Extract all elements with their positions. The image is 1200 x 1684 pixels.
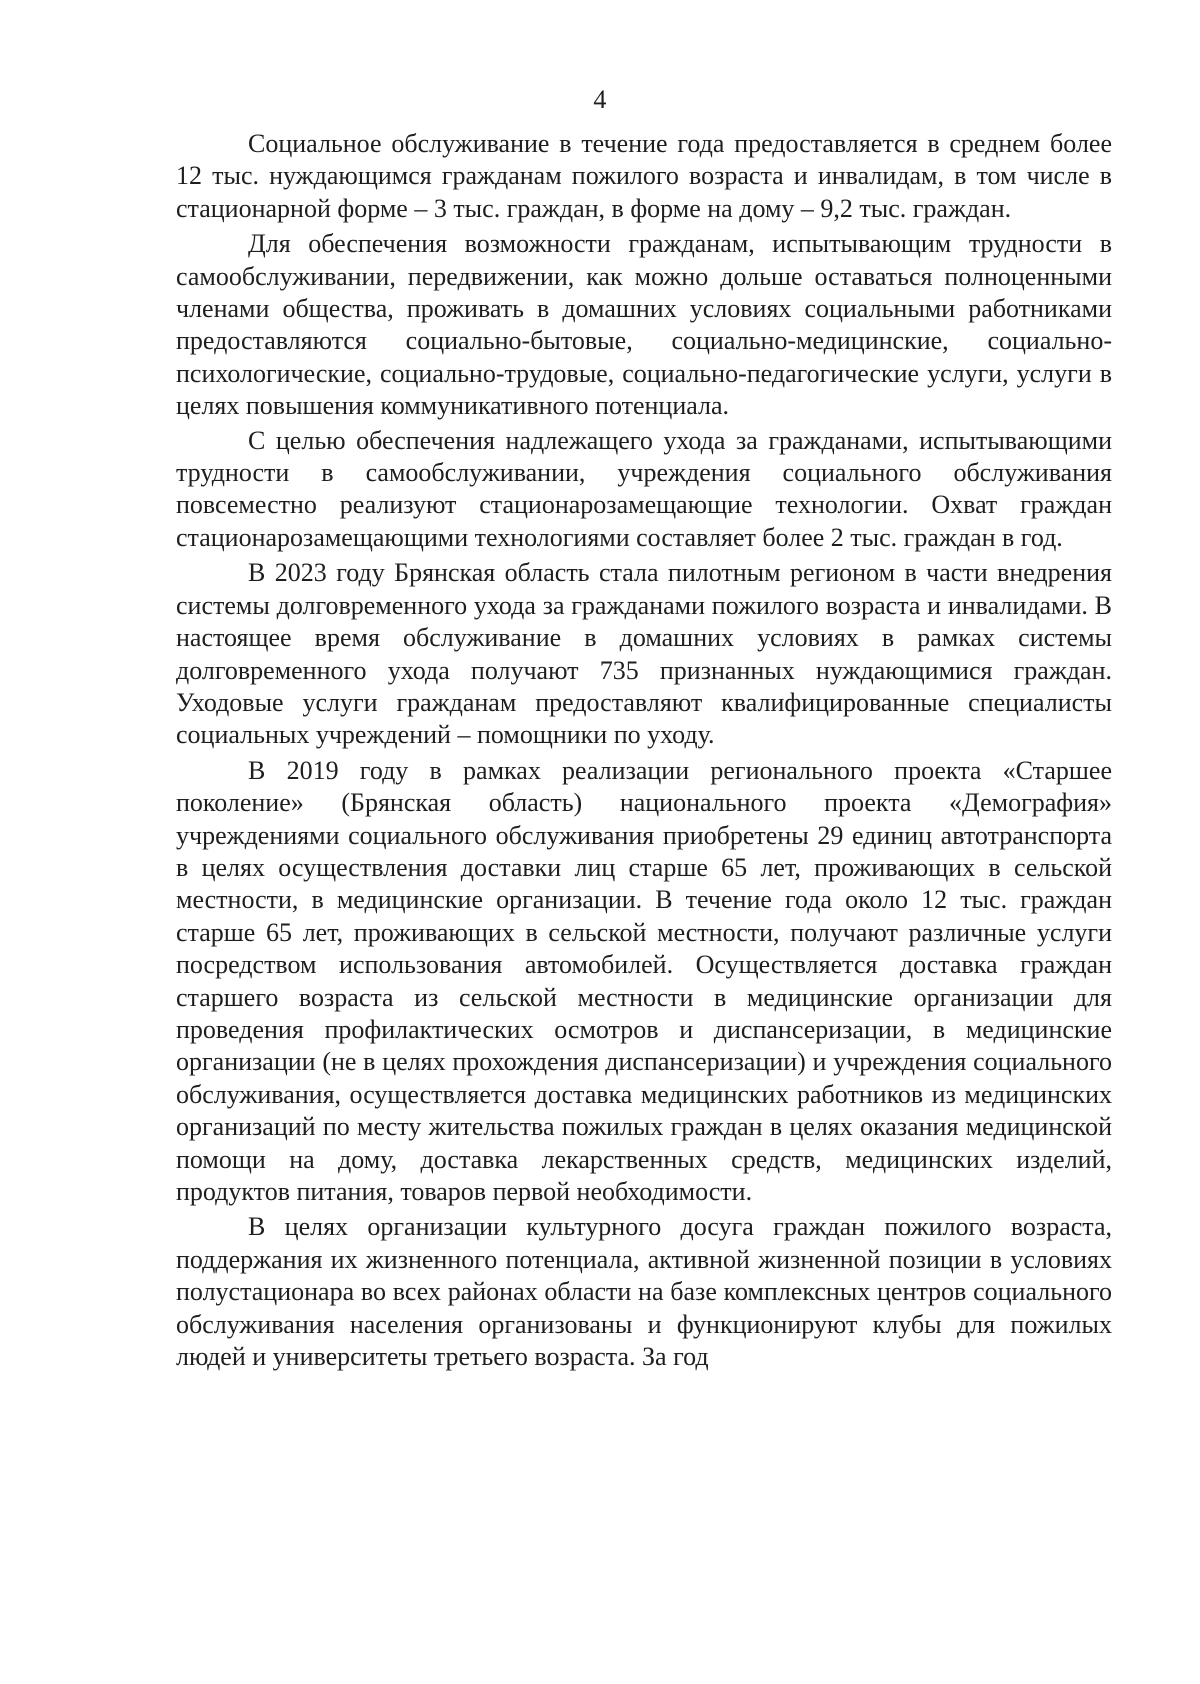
paragraph-social-service-volume: Социальное обслуживание в течение года предоставляется в среднем более 12 тыс. нуждающимся гражданам пожилого возраста и инвалидам, в том числе в стационарной форме – 3 тыс. граждан, в форме на дому – 9,2 тыс. граждан. [176,129,1112,223]
paragraph-inpatient-replacement: С целью обеспечения надлежащего ухода за гражданами, испытывающими трудности в самообслуживании, учреждения социального обслуживания повсеместно реализуют стационарозамещающие технологии. Охват граждан стационарозамещающими технологиями составляет более 2 тыс. граждан в год. [176,425,1112,552]
paragraph-transport-project: В 2019 году в рамках реализации регионального проекта «Старшее поколение» (Брянская область) национального проекта «Демография» учреждениями социального обслуживания приобретены 29 единиц автотранспорта в целях осуществления доставки лиц старше 65 лет, проживающих в сельской местности, в медицинские организации. В течение года около 12 тыс. граждан старше 65 лет, проживающих в сельской местности, получают различные услуги посредством использования автомобилей. Осуществляется доставка граждан старшего возраста из сельской местности в медицинские организации для проведения профилактических осмотров и диспансеризации, в медицинские организации (не в целях прохождения диспансеризации) и учреждения социального обслуживания, осуществляется доставка медицинских работников из медицинских организаций по месту жительства пожилых граждан в целях оказания медицинской помощи на дому, доставка лекарственных средств, медицинских изделий, продуктов питания, товаров первой необходимости. [176,755,1112,1206]
document-body [176,128,1112,1373]
page-number: 4 [593,85,607,114]
paragraph-leisure-clubs: В целях организации культурного досуга граждан пожилого возраста, поддержания их жизненного потенциала, активной жизненной позиции в условиях полустационара во всех районах области на базе комплексных центров социального обслуживания населения организованы и функционируют клубы для пожилых людей и университеты третьего возраста. За год [176,1212,1112,1372]
paragraph-long-term-care: В 2023 году Брянская область стала пилотным регионом в части внедрения системы долговременного ухода за гражданами пожилого возраста и инвалидами. В настоящее время обслуживание в домашних условиях в рамках системы долговременного ухода получают 735 признанных нуждающимися граждан. Уходовые услуги гражданам предоставляют квалифицированные специалисты социальных учреждений – помощники по уходу. [176,558,1112,750]
paragraph-home-services: Для обеспечения возможности гражданам, испытывающим трудности в самообслуживании, передвижении, как можно дольше оставаться полноценными членами общества, проживать в домашних условиях социальными работниками предоставляются социально-бытовые, социально-медицинские, социально-психологические, социально-трудовые, социально-педагогические услуги, услуги в целях повышения коммуникативного потенциала. [176,229,1112,421]
